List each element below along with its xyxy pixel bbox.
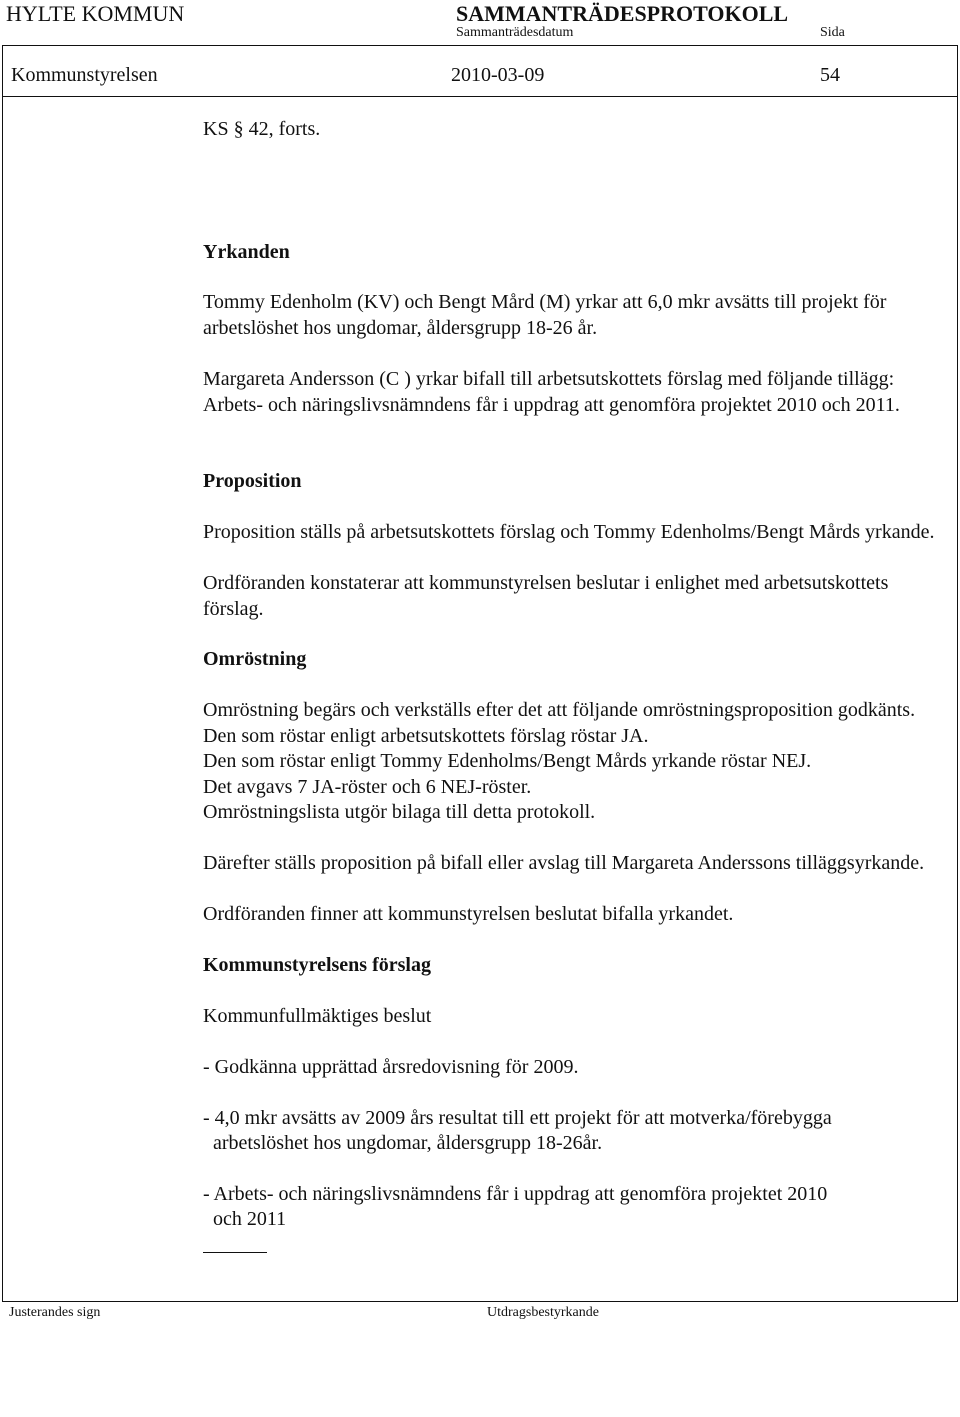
omrostning-paragraph-2: Den som röstar enligt arbetsutskottets förslag röstar JA. (203, 725, 649, 747)
yrkande-paragraph-2: Margareta Andersson (C ) yrkar bifall till arbetsutskottets förslag med följande tillägg: Arbets- och näringslivsnämndens får i uppdrag att genomföra projektet 2010 och 2011. (203, 368, 900, 416)
omrostning-paragraph-5: Omröstningslista utgör bilaga till detta protokoll. (203, 801, 596, 823)
proposition-paragraph-1: Proposition ställs på arbetsutskottets förslag och Tommy Edenholms/Bengt Mårds yrkande. (203, 521, 935, 543)
header-divider-lower (2, 96, 958, 97)
yrkande-paragraph-1: Tommy Edenholm (KV) och Bengt Mård (M) yrkar att 6,0 mkr avsätts till projekt för arbetslöshet hos ungdomar, åldersgrupp 18-26 år. (203, 291, 887, 339)
omrostning-paragraph-6: Därefter ställs proposition på bifall eller avslag till Margareta Anderssons tilläggsyrkande. (203, 852, 925, 874)
decision-item-2-line-2: arbetslöshet hos ungdomar, åldersgrupp 18-26år. (213, 1132, 603, 1154)
omrostning-paragraph-4: Det avgavs 7 JA-röster och 6 NEJ-röster. (203, 776, 532, 798)
footer-justerandes-sign: Justerandes sign (9, 1305, 101, 1320)
document-title: SAMMANTRÄDESPROTOKOLL (456, 1, 789, 26)
heading-yrkanden: Yrkanden (203, 241, 290, 263)
omrostning-paragraph-3: Den som röstar enligt Tommy Edenholms/Bengt Mårds yrkande röstar NEJ. (203, 750, 812, 772)
decision-item-1: - Godkänna upprättad årsredovisning för 2009. (203, 1056, 579, 1078)
header-divider (2, 45, 958, 46)
end-rule (203, 1252, 267, 1253)
decision-item-2-line-1: - 4,0 mkr avsätts av 2009 års resultat till ett projekt för att motverka/förebygga (203, 1107, 832, 1129)
heading-omrostning: Omröstning (203, 648, 307, 670)
page-label: Sida (820, 25, 845, 40)
meeting-date: 2010-03-09 (451, 64, 545, 86)
frame-right-border (957, 45, 958, 1302)
date-label: Sammanträdesdatum (456, 25, 574, 40)
decision-item-3-line-1: - Arbets- och näringslivsnämndens får i uppdrag att genomföra projektet 2010 (203, 1183, 828, 1205)
heading-kommunstyrelsens-forslag: Kommunstyrelsens förslag (203, 954, 431, 976)
omrostning-paragraph-7: Ordföranden finner att kommunstyrelsen beslutat bifalla yrkandet. (203, 903, 734, 925)
page-number: 54 (820, 64, 840, 86)
footer-utdragsbestyrkande: Utdragsbestyrkande (487, 1305, 599, 1320)
subheading-kommunfullmaktiges-beslut: Kommunfullmäktiges beslut (203, 1005, 432, 1027)
omrostning-paragraph-1: Omröstning begärs och verkställs efter det att följande omröstningsproposition godkänts. (203, 699, 916, 721)
frame-bottom-border (2, 1301, 958, 1302)
committee-name: Kommunstyrelsen (11, 64, 158, 86)
organization-name: HYLTE KOMMUN (6, 1, 185, 26)
decision-item-3-line-2: och 2011 (213, 1208, 287, 1230)
section-reference: KS § 42, forts. (203, 118, 321, 140)
heading-proposition: Proposition (203, 470, 302, 492)
proposition-paragraph-2: Ordföranden konstaterar att kommunstyrelsen beslutar i enlighet med arbetsutskottets förslag. (203, 572, 889, 620)
frame-left-border (2, 45, 3, 1302)
